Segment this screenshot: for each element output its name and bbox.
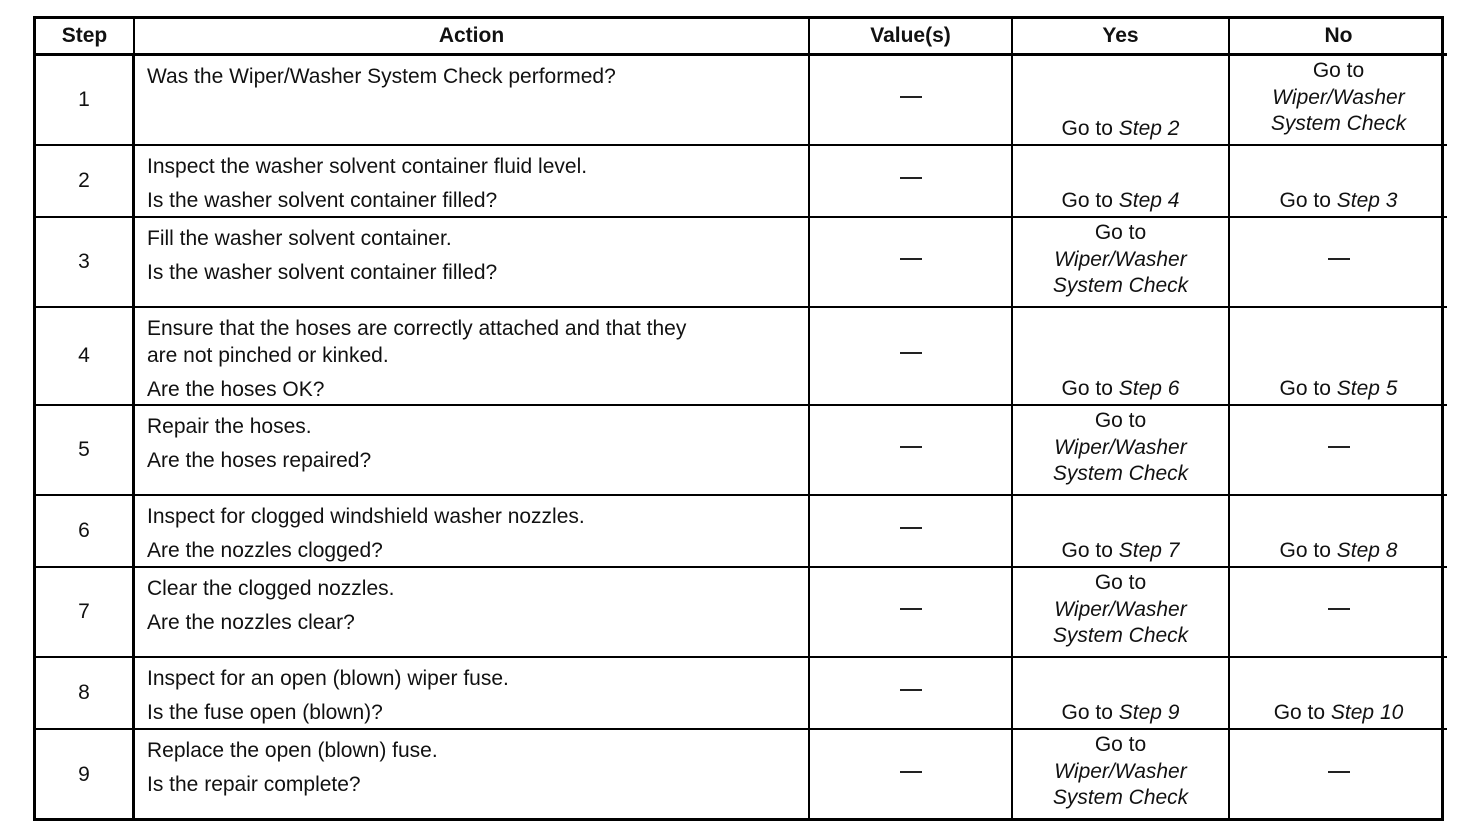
yes-cell bbox=[1013, 56, 1230, 146]
no-cell bbox=[1230, 406, 1447, 496]
no-result: Go to Step 8 bbox=[1279, 538, 1398, 562]
step-number: 8 bbox=[36, 658, 135, 730]
action-text: Fill the washer solvent container. bbox=[147, 227, 452, 250]
value-cell bbox=[810, 730, 1013, 820]
step-number: 4 bbox=[36, 308, 135, 406]
diagnostic-table bbox=[33, 16, 1444, 821]
header-values: Value(s) bbox=[810, 19, 1013, 56]
no-cell bbox=[1230, 146, 1447, 218]
no-target: Wiper/Washer bbox=[1272, 85, 1405, 109]
action-text: Inspect the washer solvent container fluid level. bbox=[147, 155, 588, 178]
value-dash bbox=[900, 258, 922, 260]
action-text: Was the Wiper/Washer System Check performed? bbox=[147, 65, 616, 88]
no-dash bbox=[1328, 608, 1350, 610]
action-question: Are the nozzles clear? bbox=[147, 611, 355, 634]
yes-result: Go to Step 9 bbox=[1061, 700, 1180, 724]
value-dash bbox=[900, 96, 922, 98]
value-cell bbox=[810, 308, 1013, 406]
header-action: Action bbox=[135, 19, 810, 56]
yes-cell bbox=[1013, 658, 1230, 730]
no-cell bbox=[1230, 218, 1447, 308]
step-number: 1 bbox=[36, 56, 135, 146]
yes-target: Wiper/Washer bbox=[1054, 759, 1187, 783]
value-dash bbox=[900, 608, 922, 610]
action-text: Inspect for clogged windshield washer nozzles. bbox=[147, 505, 585, 528]
header-step: Step bbox=[36, 19, 135, 56]
yes-cell bbox=[1013, 406, 1230, 496]
yes-go-to: Go to bbox=[1094, 571, 1147, 594]
action-question: Are the hoses repaired? bbox=[147, 449, 372, 472]
value-cell bbox=[810, 496, 1013, 568]
value-cell bbox=[810, 406, 1013, 496]
yes-cell bbox=[1013, 218, 1230, 308]
value-cell bbox=[810, 218, 1013, 308]
action-question: Is the washer solvent container filled? bbox=[147, 261, 498, 284]
action-question: Is the repair complete? bbox=[147, 773, 361, 796]
yes-target: System Check bbox=[1052, 462, 1189, 485]
no-cell bbox=[1230, 308, 1447, 406]
yes-target: System Check bbox=[1052, 786, 1189, 809]
action-text: Replace the open (blown) fuse. bbox=[147, 739, 438, 762]
yes-result: Go to Step 2 bbox=[1061, 116, 1180, 140]
no-dash bbox=[1328, 771, 1350, 773]
no-go-to: Go to bbox=[1312, 59, 1365, 82]
action-text: Clear the clogged nozzles. bbox=[147, 577, 395, 600]
value-dash bbox=[900, 352, 922, 354]
step-number: 2 bbox=[36, 146, 135, 218]
action-text: are not pinched or kinked. bbox=[147, 344, 389, 367]
action-text: Inspect for an open (blown) wiper fuse. bbox=[147, 667, 509, 690]
no-dash bbox=[1328, 258, 1350, 260]
value-cell bbox=[810, 658, 1013, 730]
action-question: Are the hoses OK? bbox=[147, 378, 325, 401]
no-target: System Check bbox=[1270, 112, 1407, 135]
value-dash bbox=[900, 689, 922, 691]
value-cell bbox=[810, 146, 1013, 218]
yes-target: Wiper/Washer bbox=[1054, 435, 1187, 459]
step-number: 3 bbox=[36, 218, 135, 308]
action-question: Is the washer solvent container filled? bbox=[147, 189, 498, 212]
action-question: Is the fuse open (blown)? bbox=[147, 701, 383, 724]
yes-cell bbox=[1013, 146, 1230, 218]
yes-cell bbox=[1013, 496, 1230, 568]
yes-target: System Check bbox=[1052, 274, 1189, 297]
action-cell bbox=[135, 218, 810, 308]
step-number: 7 bbox=[36, 568, 135, 658]
action-cell bbox=[135, 146, 810, 218]
no-cell bbox=[1230, 730, 1447, 820]
step-number: 6 bbox=[36, 496, 135, 568]
yes-cell bbox=[1013, 308, 1230, 406]
yes-target: Wiper/Washer bbox=[1054, 597, 1187, 621]
action-cell bbox=[135, 308, 810, 406]
action-cell bbox=[135, 730, 810, 820]
yes-result: Go to Step 4 bbox=[1061, 188, 1180, 212]
action-cell bbox=[135, 658, 810, 730]
action-cell bbox=[135, 496, 810, 568]
yes-go-to: Go to bbox=[1094, 409, 1147, 432]
action-question: Are the nozzles clogged? bbox=[147, 539, 383, 562]
header-no: No bbox=[1230, 19, 1447, 56]
action-cell bbox=[135, 568, 810, 658]
no-cell bbox=[1230, 658, 1447, 730]
no-result: Go to Step 3 bbox=[1279, 188, 1398, 212]
action-text: Ensure that the hoses are correctly attached and that they bbox=[147, 317, 687, 340]
yes-target: System Check bbox=[1052, 624, 1189, 647]
yes-result: Go to Step 7 bbox=[1061, 538, 1180, 562]
yes-go-to: Go to bbox=[1094, 733, 1147, 756]
yes-cell bbox=[1013, 730, 1230, 820]
yes-go-to: Go to bbox=[1094, 221, 1147, 244]
action-cell bbox=[135, 56, 810, 146]
no-result: Go to Step 10 bbox=[1273, 700, 1404, 724]
value-cell bbox=[810, 56, 1013, 146]
header-yes: Yes bbox=[1013, 19, 1230, 56]
yes-result: Go to Step 6 bbox=[1061, 376, 1180, 400]
step-number: 5 bbox=[36, 406, 135, 496]
no-cell bbox=[1230, 56, 1447, 146]
value-cell bbox=[810, 568, 1013, 658]
yes-cell bbox=[1013, 568, 1230, 658]
value-dash bbox=[900, 771, 922, 773]
step-number: 9 bbox=[36, 730, 135, 820]
action-cell bbox=[135, 406, 810, 496]
no-result: Go to Step 5 bbox=[1279, 376, 1398, 400]
value-dash bbox=[900, 527, 922, 529]
action-text: Repair the hoses. bbox=[147, 415, 312, 438]
value-dash bbox=[900, 177, 922, 179]
no-cell bbox=[1230, 496, 1447, 568]
yes-target: Wiper/Washer bbox=[1054, 247, 1187, 271]
no-dash bbox=[1328, 446, 1350, 448]
no-cell bbox=[1230, 568, 1447, 658]
value-dash bbox=[900, 446, 922, 448]
